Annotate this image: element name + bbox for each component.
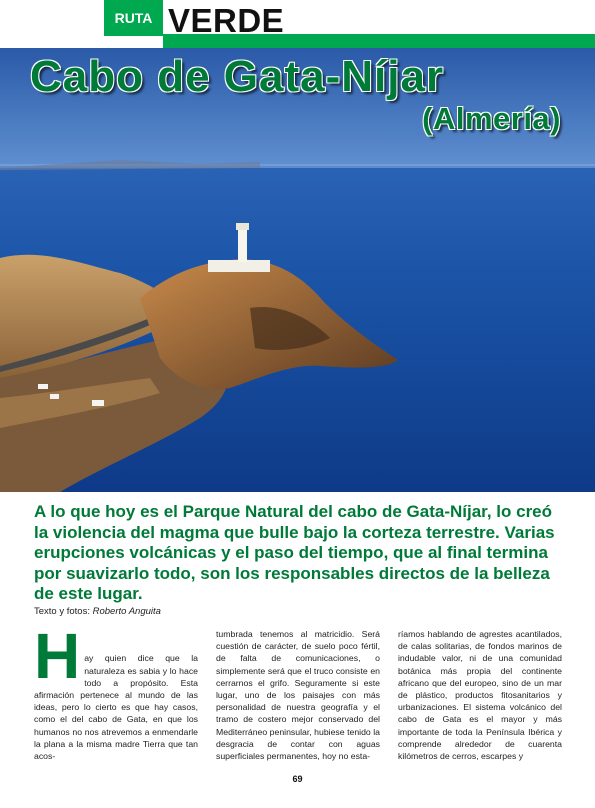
page-number: 69 [292, 774, 303, 784]
body-column-1-text: ay quien dice que la naturaleza es sabia y lo hace todo a propósito. Esta afirmación pertenece al mundo de las ideas, pero lo cierto es que hay casos, como el del cabo de Gata, en que los humanos no nos atrevemos a enmendarle la plana a la misma madre Tierra que tan acos- [34, 653, 198, 762]
article-subtitle: (Almería) [422, 101, 561, 136]
author-credit [34, 606, 161, 617]
credit-author: Roberto Anguita [92, 606, 161, 617]
drop-cap: H [34, 620, 81, 692]
credit-label: Texto y fotos: [34, 606, 90, 617]
lead-paragraph: A lo que hoy es el Parque Natural del cabo de Gata-Níjar, lo creó la violencia del magma que bulle bajo la corteza terrestre. Varias erupciones volcánicas y el paso del tiempo, que al final termina por suavizarlo todo, son los responsables directos de la belleza de este lugar. [34, 502, 555, 603]
section-label: RUTA [114, 10, 153, 26]
body-column-3: ríamos hablando de agrestes acantilados, de calas solitarias, de fondos marinos de indudable valor, ni de una comunidad botánica más propia del continente africano que del europeo, sino de un mar de plástico, productos fitosanitarios y urbanizaciones. El sistema volcánico del cabo de Gata es el mayor y más importante de toda la Península Ibérica y comprende alrededor de cuarenta kilómetros de cerros, escarpes y [398, 629, 562, 762]
section-label-box [104, 0, 163, 36]
section-word: VERDE [168, 2, 285, 39]
body-column-2: tumbrada tenemos al matricidio. Será cuestión de carácter, de suelo poco fértil, de falta de comunicaciones, o simplemente será que el truco consiste en cerrarnos el grifo. Seguramente si este lugar, uno de los paisajes con más personalidad de nuestra geografía y el tramo de costero mejor conservado del Mediterráneo peninsular, hubiese tenido la desgracia de contar con aguas superficiales permanentes, hoy no esta- [216, 629, 380, 762]
body-columns [34, 620, 562, 762]
lighthouse-tower [238, 228, 247, 262]
body-column-1 [34, 620, 198, 762]
article-title: Cabo de Gata-Níjar [30, 52, 445, 101]
